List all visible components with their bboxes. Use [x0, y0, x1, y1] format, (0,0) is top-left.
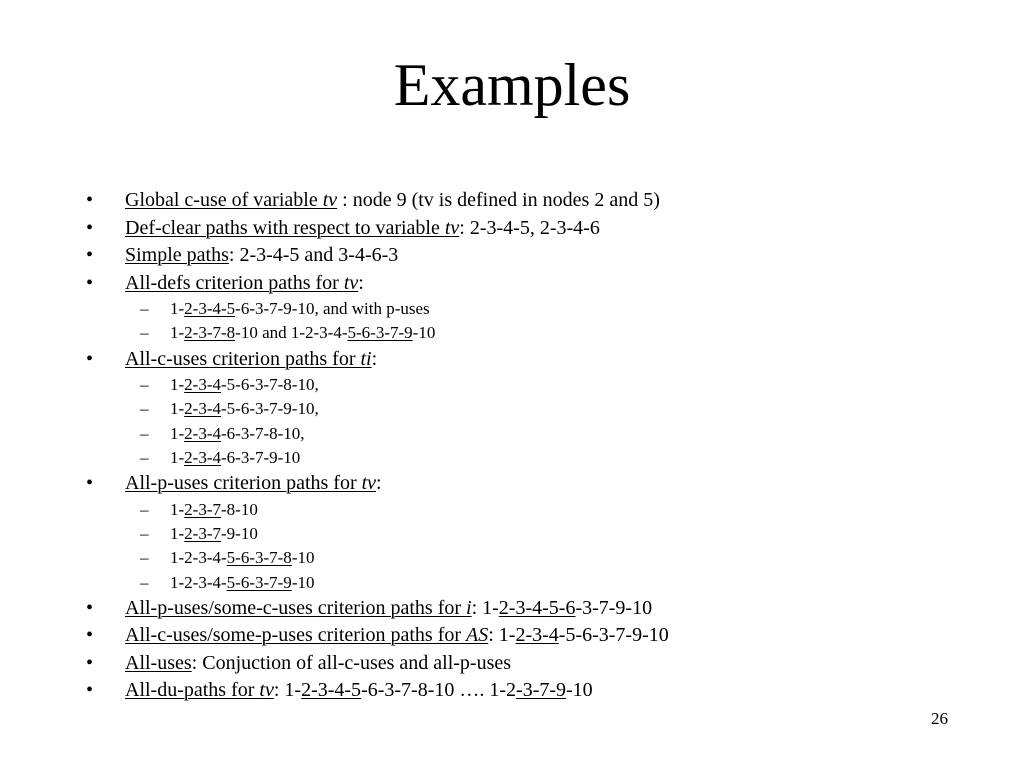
text-segment: -10 and 1-2-3-4-: [235, 323, 348, 343]
item-text: [125, 270, 364, 298]
dash-marker: –: [140, 447, 149, 467]
bullet-marker: •: [86, 347, 94, 370]
text-segment: : 1-: [488, 624, 516, 647]
text-segment: -6-3-7-9-10, and with p-uses: [235, 299, 430, 318]
text-segment: -8-10: [221, 499, 258, 519]
underlined-text: 2-3-7: [184, 499, 221, 519]
text-segment: : Conjuction of all-c-uses and all-p-uses: [191, 651, 512, 674]
underlined-text: 2-3-4: [515, 624, 559, 647]
text-segment: : 1-: [471, 596, 499, 619]
bullet-marker: •: [86, 624, 94, 647]
dash-marker: –: [140, 399, 149, 419]
item-text: [170, 297, 430, 321]
item-text: [125, 346, 377, 374]
text-segment: 1-2-3-4-: [170, 548, 227, 568]
sub-bullet-item: [0, 373, 1024, 397]
bullet-item: [0, 650, 1024, 678]
bullet-item: [0, 470, 1024, 498]
bullet-marker: •: [86, 244, 94, 266]
underlined-text: 2-3-4: [184, 375, 221, 395]
sub-bullet-item: [0, 522, 1024, 546]
underlined-text: All-c-uses criterion paths for: [125, 347, 361, 370]
text-segment: -10: [412, 323, 436, 343]
text-segment: : 1-: [273, 679, 302, 702]
item-text: [125, 215, 600, 243]
text-segment: : 2-3-4-5 and 3-4-6-3: [228, 244, 399, 266]
text-segment: 1-: [170, 499, 185, 519]
underlined-text: i: [466, 596, 472, 619]
underlined-text: All-defs criterion paths for: [125, 271, 344, 294]
item-text: [170, 546, 314, 570]
text-segment: 1-: [170, 375, 185, 395]
sub-bullet-item: [0, 397, 1024, 421]
bullet-item: [0, 270, 1024, 298]
bullet-item: [0, 622, 1024, 650]
bullet-list: [0, 187, 1024, 705]
text-segment: 1-2-3-4-: [170, 572, 227, 592]
dash-marker: –: [140, 375, 149, 395]
bullet-item: [0, 242, 1024, 270]
item-text: [170, 321, 435, 345]
text-segment: -10: [291, 572, 315, 592]
text-segment: : 2-3-4-5, 2-3-4-6: [459, 216, 600, 239]
sub-bullet-item: [0, 446, 1024, 470]
bullet-marker: •: [86, 472, 94, 495]
underlined-text: Simple paths: [125, 244, 229, 266]
underlined-text: Def-clear paths with respect to variable: [125, 216, 445, 239]
item-text: [170, 522, 258, 546]
underlined-text: ti: [360, 347, 372, 370]
text-segment: :: [376, 472, 382, 495]
underlined-text: tv: [259, 679, 274, 702]
dash-marker: –: [140, 499, 149, 519]
underlined-text: All-p-uses/some-c-uses criterion paths for: [125, 596, 467, 619]
item-text: [125, 677, 593, 705]
sub-bullet-item: [0, 571, 1024, 595]
bullet-marker: •: [86, 216, 94, 239]
slide-title: Examples: [393, 52, 631, 118]
bullet-item: [0, 215, 1024, 243]
underlined-text: Global c-use of variable: [125, 189, 323, 211]
sub-bullet-item: [0, 546, 1024, 570]
item-text: [170, 373, 319, 397]
bullet-marker: •: [86, 596, 94, 619]
item-text: [125, 650, 511, 678]
item-text: [170, 498, 258, 522]
underlined-text: 5-6-3-7-8: [226, 548, 292, 568]
page-number: 26: [931, 709, 948, 728]
underlined-text: tv: [322, 189, 338, 211]
text-segment: 1-: [170, 323, 185, 343]
underlined-text: All-c-uses/some-p-uses criterion paths for: [125, 624, 467, 647]
text-segment: 1-: [170, 524, 185, 544]
text-segment: -6-3-7-8-10,: [221, 423, 305, 443]
text-segment: -6-3-7-9-10: [221, 447, 301, 467]
text-segment: :: [371, 347, 378, 370]
underlined-text: 2-3-7: [184, 524, 221, 544]
underlined-text: 2-3-4: [184, 423, 221, 443]
bullet-marker: •: [86, 189, 94, 211]
text-segment: -10: [566, 679, 593, 702]
dash-marker: –: [140, 572, 149, 592]
item-text: [170, 397, 319, 421]
underlined-text: 2-3-7-8: [184, 323, 236, 343]
sub-bullet-item: [0, 297, 1024, 321]
text-segment: -10: [291, 548, 315, 568]
underlined-text: -3-7-9: [516, 679, 567, 702]
underlined-text: 2-3-4: [184, 447, 221, 467]
item-text: [125, 622, 669, 650]
text-segment: -5-6-3-7-9-10: [558, 624, 669, 647]
text-segment: -6-3-7-8-10 …. 1-2: [361, 679, 517, 702]
sub-bullet-item: [0, 321, 1024, 345]
text-segment: : node 9 (tv is defined in nodes 2 and 5): [337, 189, 660, 211]
item-text: [125, 187, 660, 215]
bullet-marker: •: [86, 271, 94, 294]
bullet-marker: •: [86, 651, 94, 674]
dash-marker: –: [140, 299, 149, 318]
underlined-text: tv: [361, 472, 377, 495]
bullet-item: [0, 187, 1024, 215]
underlined-text: All-uses: [125, 651, 192, 674]
text-segment: 1-: [170, 399, 185, 419]
text-segment: -3-7-9-10: [575, 596, 653, 619]
text-segment: :: [358, 271, 364, 294]
underlined-text: 2-3-4-5: [184, 299, 236, 318]
dash-marker: –: [140, 548, 149, 568]
bullet-item: [0, 595, 1024, 623]
item-text: [125, 242, 398, 270]
dash-marker: –: [140, 423, 149, 443]
text-segment: -9-10: [221, 524, 258, 544]
text-segment: 1-: [170, 423, 185, 443]
item-text: [170, 422, 305, 446]
item-text: [125, 595, 652, 623]
text-segment: -5-6-3-7-9-10,: [221, 399, 319, 419]
sub-bullet-item: [0, 422, 1024, 446]
sub-bullet-item: [0, 498, 1024, 522]
item-text: [125, 470, 382, 498]
item-text: [170, 446, 300, 470]
item-text: [170, 571, 314, 595]
underlined-text: AS: [466, 624, 489, 647]
dash-marker: –: [140, 524, 149, 544]
underlined-text: 2-3-4: [184, 399, 221, 419]
dash-marker: –: [140, 323, 149, 343]
underlined-text: tv: [343, 271, 359, 294]
underlined-text: 5-6-3-7-9: [226, 572, 292, 592]
text-segment: 1-: [170, 299, 185, 318]
underlined-text: 2-3-4-5-6: [498, 596, 576, 619]
text-segment: 1-: [170, 447, 185, 467]
underlined-text: All-p-uses criterion paths for: [125, 472, 362, 495]
underlined-text: tv: [444, 216, 460, 239]
text-segment: -5-6-3-7-8-10,: [221, 375, 319, 395]
bullet-item: [0, 677, 1024, 705]
underlined-text: 5-6-3-7-9: [347, 323, 413, 343]
underlined-text: 2-3-4-5: [301, 679, 362, 702]
underlined-text: All-du-paths for: [125, 679, 260, 702]
bullet-marker: •: [86, 679, 94, 702]
bullet-item: [0, 346, 1024, 374]
